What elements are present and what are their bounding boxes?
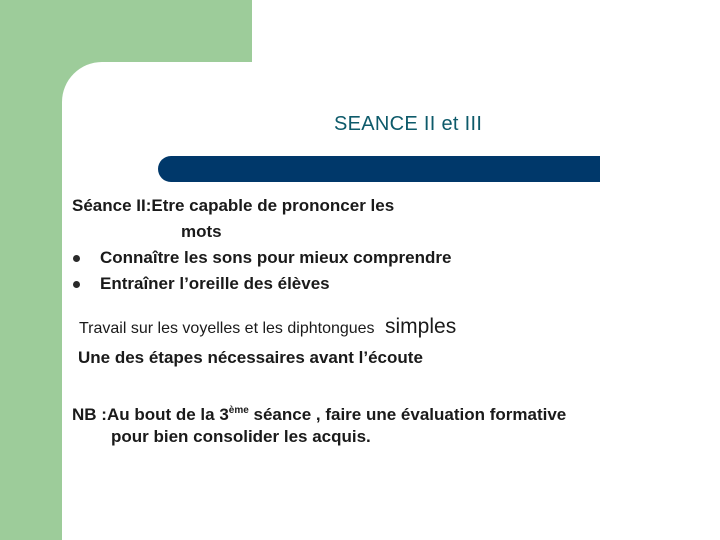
heading-line-1: Séance II:Etre capable de prononcer les: [72, 196, 395, 215]
decorative-green-band-left: [0, 0, 62, 540]
work-text-simples: simples: [385, 315, 457, 338]
bullet-item-1: Connaître les sons pour mieux comprendre: [100, 248, 452, 267]
bullet-dot-icon: [73, 255, 80, 262]
bullet-item-2: Entraîner l’oreille des élèves: [100, 274, 330, 293]
bullet-dot-icon: [73, 281, 80, 288]
title-underline-bar: [158, 156, 600, 182]
work-text: [79, 314, 456, 342]
slide-title: SEANCE II et III: [334, 113, 483, 135]
steps-text: Une des étapes nécessaires avant l’écoute: [78, 348, 423, 367]
nb-suffix: séance , faire une évaluation formative: [248, 405, 567, 424]
work-text-main: Travail sur les voyelles et les diphtongues: [79, 320, 375, 337]
nb-prefix: NB :Au bout de la 3: [72, 405, 229, 424]
nb-line-2: pour bien consolider les acquis.: [111, 427, 371, 446]
heading-line-2: mots: [181, 222, 222, 241]
nb-superscript: ème: [228, 405, 249, 416]
decorative-rounded-corner: [62, 62, 102, 102]
